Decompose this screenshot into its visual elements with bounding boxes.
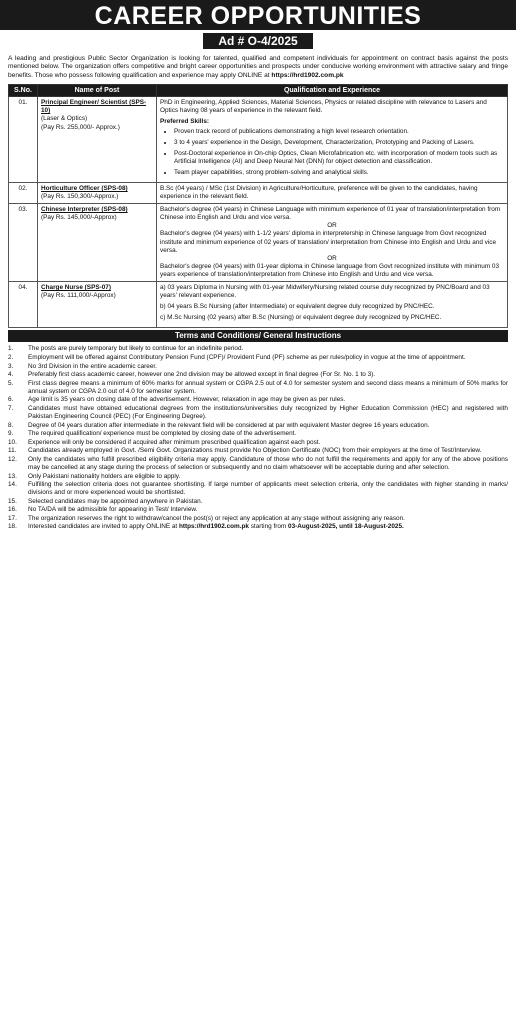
qualification-option: a) 03 years Diploma in Nursing with 01-year Midwifery/Nursing related course duly recognized by PNC/Board and 03 years' relevant experience.: [160, 284, 490, 300]
term-text: The organization reserves the right to withdraw/cancel the post(s) or reject any application at any stage without assigning any reason.: [28, 514, 405, 522]
term-number: 6.: [8, 396, 14, 404]
row-sno: 03.: [9, 204, 38, 282]
term-text: No 3rd Division in the entire academic career.: [28, 362, 157, 370]
term-text: The posts are purely temporary but likely to continue for an indefinite period.: [28, 345, 244, 353]
intro-url-link[interactable]: https://hrd1902.com.pk: [271, 71, 344, 79]
list-item: [8, 422, 508, 430]
list-item: • Team player capabilities, strong problem-solving and analytical skills.: [174, 169, 504, 177]
qualification-cell: [157, 182, 508, 203]
post-pay: (Pay Rs. 255,000/- Approx.): [41, 123, 120, 131]
or-separator: OR: [327, 254, 337, 262]
list-item: [8, 515, 508, 523]
qualification-option: b) 04 years B.Sc Nursing (after Intermediate) or equivalent degree duly recognized by PNC/HEC.: [160, 303, 435, 311]
term-number: 15.: [8, 497, 17, 505]
term-number: 7.: [8, 404, 14, 412]
post-cell: [38, 182, 157, 203]
terms-heading: Terms and Conditions/ General Instructions: [8, 330, 508, 342]
list-item: [8, 523, 508, 531]
list-item: [8, 354, 508, 362]
term-number: 5.: [8, 379, 14, 387]
term-number: 18.: [8, 523, 17, 531]
term-number: 16.: [8, 506, 17, 514]
header-qualification: Qualification and Experience: [157, 85, 508, 97]
list-item: [8, 481, 508, 497]
header-sno: S.No.: [9, 85, 38, 97]
table-row: [9, 182, 508, 203]
row-sno: 01.: [9, 97, 38, 183]
list-item: [8, 380, 508, 396]
qualification-text: B.Sc (04 years) / MSc (1st Division) in Agriculture/Horticulture, preference will be given to the candidates, having experience in the relevant field.: [160, 184, 478, 201]
list-item: • Post-Doctoral experience in On-chip Optics, Clean Microfabrication etc. with incorporation of modern tools such as Artificial Intelligence (AI) and Deep Neural Net (DNN) for object detection and classification.: [174, 150, 504, 166]
intro-text: A leading and prestigious Public Sector Organization is looking for talented, qualified and competent individuals for appointment on contract basis against the posts mentioned below. The organization offers competitive and bright career opportunities and prospects under conducive working environment with attractive salary and fringe benefits. Those who possess following qualification and experience may apply ONLINE at: [8, 55, 508, 79]
term-text: No TA/DA will be admissible for appearing in Test/ Interview.: [28, 506, 198, 514]
term-text: Preferably first class academic career, however one 2nd division may be allowed except in final degree (For Sr. No. 1 to 3).: [28, 371, 376, 379]
list-item: • 3 to 4 years' experience in the Design, Development, Characterization, Prototyping and Packing of Lasers.: [174, 139, 504, 147]
or-separator: OR: [327, 222, 337, 230]
term-number: 8.: [8, 421, 14, 429]
post-cell: [38, 282, 157, 328]
apply-text: Interested candidates are invited to apply ONLINE at: [28, 523, 178, 531]
table-header-row: [9, 85, 508, 97]
term-number: 3.: [8, 362, 14, 370]
term-number: 10.: [8, 438, 17, 446]
skills-list: [160, 128, 504, 177]
posts-table: [8, 84, 508, 328]
term-number: 11.: [8, 447, 17, 455]
term-number: 4.: [8, 371, 14, 379]
list-item: [8, 363, 508, 371]
post-subtitle: (Laser & Optics): [41, 115, 88, 123]
list-item: [8, 371, 508, 379]
post-cell: [38, 204, 157, 282]
qualification-text: Bachelor's degree (04 years) with 1-1/2 years' diploma in interpretership in Chinese language from Govt recognized institute and minimum experience of 02 years of translation/ interpretation from Chinese into English and Urdu and vice versa.: [160, 230, 497, 254]
qualification-text: PhD in Engineering, Applied Sciences, Material Sciences, Physics or related discipline with relevance to Lasers and Optics having 08 years of experience in the relevant field.: [160, 99, 487, 115]
terms-list: [8, 345, 508, 531]
list-item: [8, 345, 508, 353]
table-row: [9, 204, 508, 282]
term-text: [28, 523, 508, 531]
term-text: The required qualification/ experience must be completed by closing date of the advertisement.: [28, 430, 297, 438]
list-item: [8, 473, 508, 481]
term-number: 12.: [8, 455, 17, 463]
term-text: Selected candidates may be appointed anywhere in Pakistan.: [28, 497, 203, 505]
post-cell: [38, 97, 157, 183]
page-title: CAREER OPPORTUNITIES: [0, 0, 516, 30]
list-item: [8, 430, 508, 438]
list-item: [8, 405, 508, 421]
qualification-cell: [157, 282, 508, 328]
qualification-text: Bachelor's degree (04 years) with 01-year diploma in Chinese language from Govt recognized institute with minimum 03 years experience of translation/interpretation from Chinese into English and Urdu and vice versa.: [160, 262, 500, 278]
intro-paragraph: [8, 55, 508, 80]
list-item: [8, 506, 508, 514]
row-sno: 04.: [9, 282, 38, 328]
term-text: Degree of 04 years duration after intermediate in the relevant field will be considered at par with equivalent Master degree 16 years education.: [28, 421, 430, 429]
list-item: [8, 439, 508, 447]
apply-dates: 03-August-2025, until 18-August-2025.: [288, 523, 404, 531]
qualification-cell: [157, 97, 508, 183]
list-item: [8, 396, 508, 404]
header-post-name: Name of Post: [38, 85, 157, 97]
qualification-text: Bachelor's degree (04 years) in Chinese Language with minimum experience of 01 year of translation/interpretation from Chinese into English and Urdu and vice versa.: [160, 206, 501, 222]
term-number: 2.: [8, 353, 14, 361]
list-item: [8, 498, 508, 506]
term-text: Fulfilling the selection criteria does not guarantee shortlisting. If large number of applicants meet selection criteria, only the candidates with higher standing in marks/ divisions and or more experienced would be shortlisted.: [28, 481, 508, 497]
term-text: Age limit is 35 years on closing date of the advertisement. However, relaxation in age may be given as per rules.: [28, 396, 346, 404]
qualification-option: c) M.Sc Nursing (02 years) after B.Sc (Nursing) or equivalent degree duly recognized by PNC/HEC.: [160, 314, 442, 322]
term-text: Only Pakistani nationality holders are eligible to apply.: [28, 472, 181, 480]
term-text: Candidates must have obtained educational degrees from the institutions/universities duly recognized by Higher Education Commission (HEC) and registered with Pakistan Engineering Council (PEC) (For Engineering Degree).: [28, 404, 508, 420]
post-pay: (Pay Rs. 111,000/-Approx): [41, 292, 116, 300]
term-text: Only the candidates who fulfill prescribed eligibility criteria may apply. Candidature of those who do not fulfill the requirements and apply for any of the above positions may be cancelled at any stage during the process of selection or subsequently and no claim whatsoever will be acceptable during and after selection.: [28, 455, 508, 471]
post-name: Principal Engineer/ Scientist (SPS-10): [41, 99, 147, 115]
list-item: [8, 456, 508, 472]
list-item: • Proven track record of publications demonstrating a high level research orientation.: [174, 128, 504, 136]
term-text: Candidates already employed in Govt. /Semi Govt. Organizations must provide No Objection Certificate (NOC) from their employers at the time of Test/Interview.: [28, 447, 482, 455]
term-number: 9.: [8, 430, 14, 438]
apply-url-link[interactable]: https://hrd1902.com.pk: [178, 523, 249, 531]
term-number: 14.: [8, 481, 17, 489]
post-name: Chinese Interpreter (SPS-08): [41, 206, 128, 214]
term-number: 17.: [8, 514, 17, 522]
term-text: Employment will be offered against Contributory Pension Fund (CPF)/ Provident Fund (PF) scheme as per rules/policy in vogue at the time of appointment.: [28, 353, 466, 361]
preferred-skills-label: Preferred Skills:: [160, 118, 210, 126]
term-number: 13.: [8, 472, 17, 480]
post-pay: (Pay Rs. 150,300/-Approx.): [41, 193, 119, 201]
ad-number: Ad # O-4/2025: [203, 33, 313, 49]
post-name: Horticulture Officer (SPS-08): [41, 184, 128, 192]
row-sno: 02.: [9, 182, 38, 203]
apply-starting-text: starting from: [250, 523, 287, 531]
list-item: [8, 447, 508, 455]
term-text: Experience will only be considered if acquired after minimum prescribed qualification against each post.: [28, 438, 321, 446]
post-pay: (Pay Rs. 145,000/-Approx): [41, 214, 117, 222]
qualification-cell: [157, 204, 508, 282]
post-name: Charge Nurse (SPS-07): [41, 284, 111, 291]
term-number: 1.: [8, 345, 14, 353]
term-text: First class degree means a minimum of 60% marks for annual system or CGPA 2.5 out of 4.0 for semester system and second class means a minimum of 50% marks for annual system or CGPA 2.0 out of 4.0 for semester system.: [28, 379, 508, 395]
table-row: [9, 282, 508, 328]
table-row: [9, 97, 508, 183]
